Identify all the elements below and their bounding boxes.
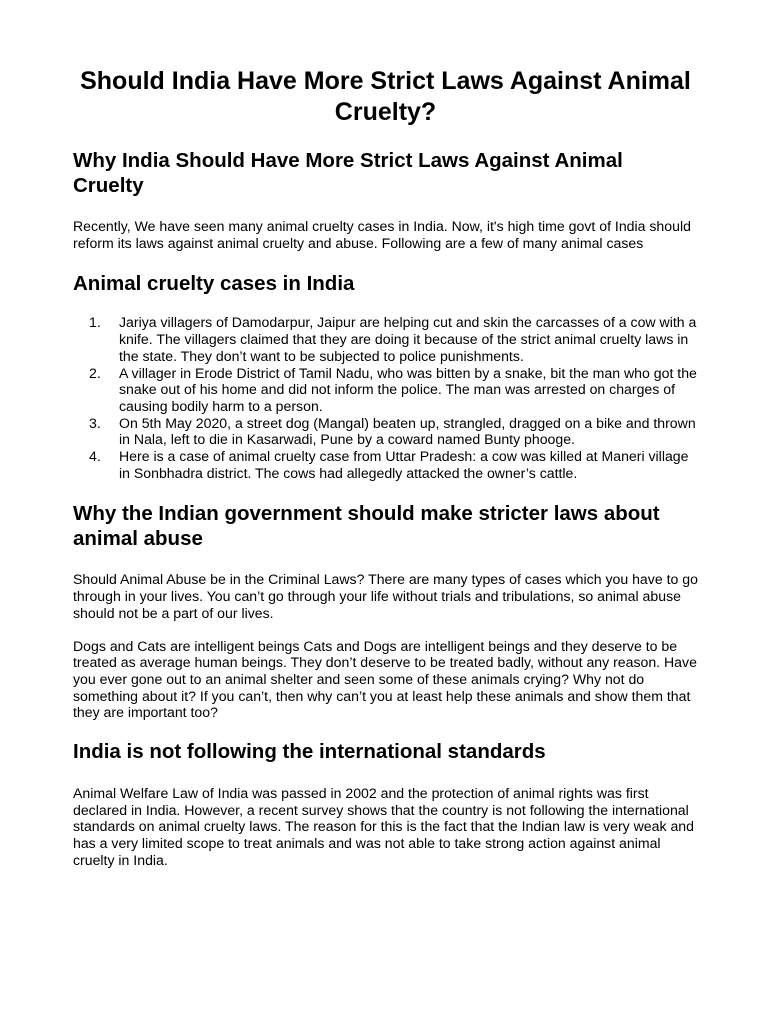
document-title: Should India Have More Strict Laws Against Animal Cruelty? (80, 67, 691, 126)
list-item-number: 1. (89, 314, 101, 331)
list-item (73, 448, 698, 481)
list-item (73, 415, 698, 448)
list-item-number: 3. (89, 414, 101, 431)
cases-list (73, 314, 698, 481)
intro-paragraph: Recently, We have seen many animal cruelty cases in India. Now, it's high time govt of India should reform its laws against animal cruelty and abuse. Following are a few of many animal cases (73, 218, 691, 251)
section-heading-why: Why India Should Have More Strict Laws Against Animal Cruelty (73, 149, 623, 197)
document-page (73, 66, 698, 869)
section-heading-stricter-laws: Why the Indian government should make stricter laws about animal abuse (73, 502, 660, 551)
list-item (73, 365, 698, 415)
list-item-text: On 5th May 2020, a street dog (Mangal) beaten up, strangled, dragged on a bike and thrown in Nala, left to die in Kasarwadi, Pune by a coward named Bunty phooge. (119, 414, 696, 448)
list-item-text: A villager in Erode District of Tamil Nadu, who was bitten by a snake, bit the man who got the snake out of his home and did not inform the police. The man was arrested on charges of causing bodily harm to a person. (119, 364, 697, 414)
list-item-number: 2. (89, 364, 101, 381)
welfare-law-paragraph: Animal Welfare Law of India was passed in 2002 and the protection of animal rights was first declared in India. However, a recent survey shows that the country is not following the international standards on animal cruelty laws. The reason for this is the fact that the Indian law is very weak and has a very limited scope to treat animals and was not able to take strong action against animal cruelty in India. (73, 785, 694, 868)
list-item-text: Here is a case of animal cruelty case from Uttar Pradesh: a cow was killed at Maneri village in Sonbhadra district. The cows had allegedly attacked the owner’s cattle. (119, 448, 689, 481)
section-heading-cases: Animal cruelty cases in India (73, 272, 355, 296)
list-item (73, 314, 698, 364)
dogs-cats-paragraph: Dogs and Cats are intelligent beings Cats and Dogs are intelligent beings and they deserve to be treated as average human beings. They don’t deserve to be treated badly, without any reason. Have you ever gone out to an animal shelter and seen some of these animals crying? Why not do something about it? If you can’t, then why can’t you at least help these animals and show them that they are important too? (73, 637, 697, 721)
list-item-text: Jariya villagers of Damodarpur, Jaipur are helping cut and skin the carcasses of a cow with a knife. The villagers claimed that they are doing it because of the strict animal cruelty laws in the state. They don’t want to be subjected to police punishments. (119, 314, 697, 364)
list-item-number: 4. (89, 448, 101, 465)
section-heading-international: India is not following the international standards (73, 740, 546, 764)
criminal-laws-paragraph: Should Animal Abuse be in the Criminal Laws? There are many types of cases which you have to go through in your lives. You can’t go through your life without trials and tribulations, so animal abuse should not be a part of our lives. (73, 571, 698, 621)
